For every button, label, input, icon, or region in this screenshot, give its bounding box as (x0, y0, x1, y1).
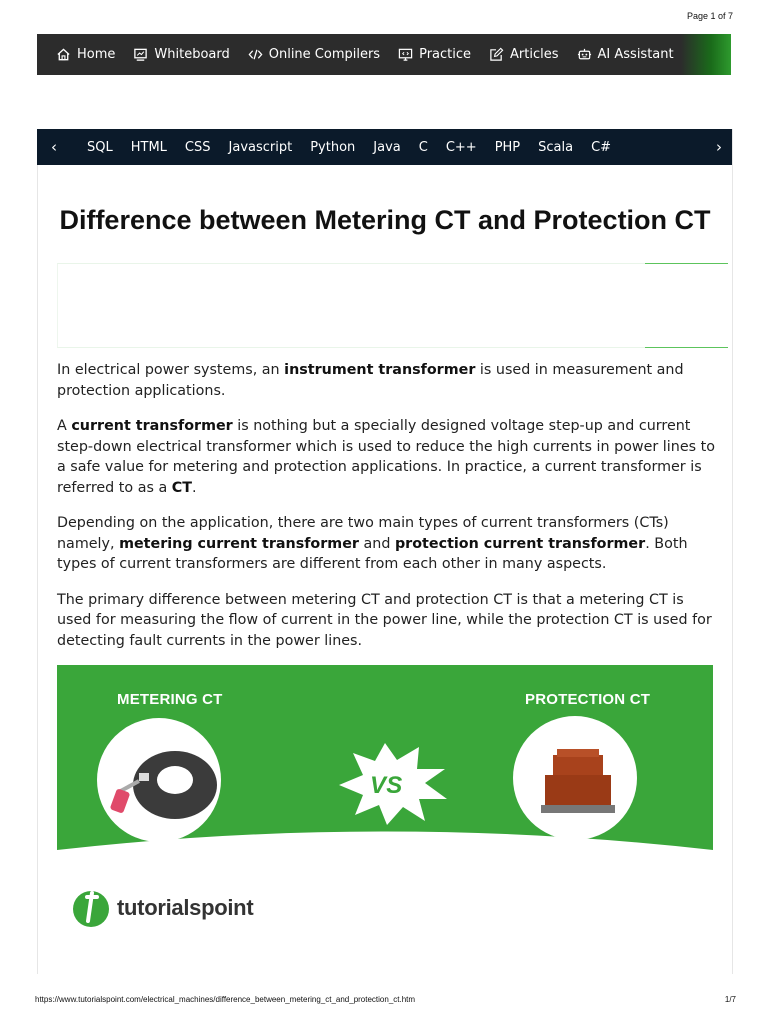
language-bar (37, 129, 732, 165)
language-css[interactable]: CSS (184, 139, 211, 155)
monitor-icon (398, 47, 413, 62)
nav-home-label: Home (77, 47, 116, 62)
language-cpp[interactable]: C++ (445, 139, 477, 155)
ad-placeholder (57, 263, 728, 348)
term-protection-ct: protection current transformer (394, 535, 646, 552)
figure-label-protection-ct: PROTECTION CT (525, 691, 651, 708)
tutorialspoint-logo (113, 895, 253, 921)
figure-vs-text: VS (370, 772, 403, 799)
language-bar-next-button[interactable]: › (706, 129, 732, 165)
nav-practice[interactable] (398, 47, 471, 62)
article-body (57, 360, 717, 666)
whiteboard-icon (133, 47, 148, 62)
brand-name: tutorialspoint (117, 895, 254, 920)
robot-icon (577, 47, 592, 62)
term-instrument-transformer: instrument transformer (284, 362, 476, 378)
paragraph-4: The primary difference between metering CT and protection CT is that a metering CT is used for measuring the flow of current in the power line, while the protection CT is used for detecting fault currents in the power lines. (57, 591, 712, 649)
home-icon (56, 47, 71, 62)
nav-fade-overlay (681, 34, 731, 75)
language-php[interactable]: PHP (494, 139, 521, 155)
language-java[interactable]: Java (373, 139, 401, 155)
paragraph-3: Depending on the application, there are two main types of current transformers (CTs) namely, metering current transformer and protection current transformer. Both types of current transformers are different from each other in many aspects. (57, 515, 688, 572)
pdf-footer (35, 995, 736, 1004)
term-ct: CT (171, 479, 193, 496)
language-scala[interactable]: Scala (538, 139, 574, 155)
language-html[interactable]: HTML (130, 139, 167, 155)
language-bar-prev-button[interactable]: ‹ (51, 138, 57, 156)
term-current-transformer: current transformer (71, 418, 233, 434)
nav-articles-label: Articles (510, 47, 559, 62)
nav-home[interactable] (56, 47, 115, 62)
language-python[interactable]: Python (310, 139, 356, 155)
nav-online-compilers[interactable] (248, 47, 380, 62)
nav-online-compilers-label: Online Compilers (268, 47, 381, 62)
pdf-url: https://www.tutorialspoint.com/electrical_machines/difference_between_metering_ct_and_protection_ct.htm (35, 995, 416, 1004)
edit-icon (489, 47, 504, 62)
nav-whiteboard-label: Whiteboard (154, 47, 230, 62)
top-navigation (37, 34, 731, 75)
language-javascript[interactable]: Javascript (228, 139, 293, 155)
language-csharp[interactable]: C# (591, 139, 612, 155)
nav-whiteboard[interactable] (133, 47, 229, 62)
page-title: Difference between Metering CT and Protection CT (59, 205, 711, 236)
nav-ai-assistant-label: AI Assistant (597, 47, 674, 62)
term-metering-ct: metering current transformer (119, 535, 359, 552)
comparison-figure (57, 665, 713, 931)
nav-ai-assistant[interactable] (577, 47, 674, 62)
nav-practice-label: Practice (419, 47, 472, 62)
paragraph-1: In electrical power systems, an instrument transformer is used in measurement and protection applications. (57, 362, 684, 399)
paragraph-2: A current transformer is nothing but a specially designed voltage step-up and current step-down electrical transformer which is used to reduce the high currents in power lines to a safe value for metering and protection applications. In practice, a current transformer is referred to as a CT. (57, 418, 715, 496)
nav-articles[interactable] (489, 47, 558, 62)
code-icon (248, 47, 263, 62)
language-sql[interactable]: SQL (87, 139, 113, 155)
pdf-page-label: Page 1 of 7 (686, 11, 733, 21)
pdf-page-count: 1/7 (724, 995, 736, 1004)
language-c[interactable]: C (418, 139, 428, 155)
figure-label-metering-ct: METERING CT (117, 691, 223, 708)
